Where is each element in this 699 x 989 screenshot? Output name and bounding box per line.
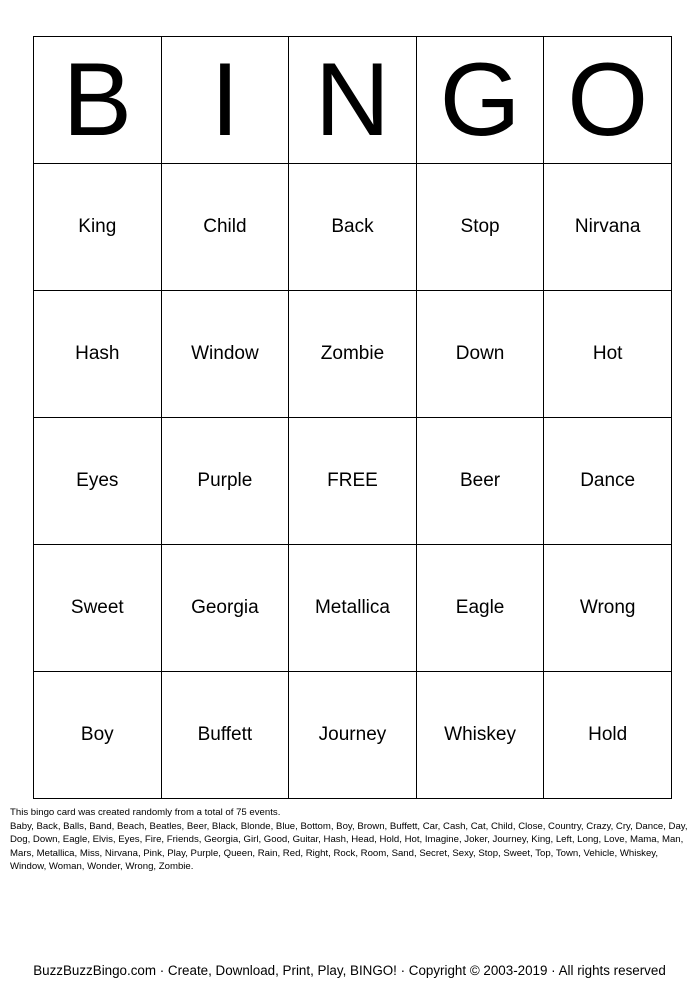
- bingo-cell: Journey: [289, 672, 417, 799]
- bingo-cell: King: [34, 164, 162, 291]
- bingo-cell: Wrong: [544, 545, 672, 672]
- bingo-card: [33, 36, 672, 799]
- bingo-cell: Eagle: [416, 545, 544, 672]
- bingo-cell: Hash: [34, 291, 162, 418]
- bingo-cell: Eyes: [34, 418, 162, 545]
- bingo-row: [34, 672, 672, 799]
- bingo-cell: Metallica: [289, 545, 417, 672]
- bingo-cell: Purple: [161, 418, 289, 545]
- bingo-cell: Stop: [416, 164, 544, 291]
- bingo-row: [34, 545, 672, 672]
- bingo-header-row: [34, 37, 672, 164]
- bingo-cell: Nirvana: [544, 164, 672, 291]
- info-event-list: Baby, Back, Balls, Band, Beach, Beatles, Beer, Black, Blonde, Blue, Bottom, Boy, Brown, Buffett, Car, Cash, Cat, Child, Close, Country, Crazy, Cry, Dance, Day, Dog, Down, Eagle, Elvis, Eyes, Fire, Friends, Georgia, Girl, Good, Guitar, Hash, Head, Hold, Hot, Imagine, Joker, Journey, King, Left, Long, Love, Mama, Man, Mars, Metallica, Miss, Nirvana, Pink, Play, Purple, Queen, Rain, Red, Right, Rock, Room, Sand, Secret, Sexy, Stop, Sweet, Top, Town, Vehicle, Whiskey, Window, Woman, Wonder, Wrong, Zombie.: [10, 820, 688, 873]
- free-space-cell: FREE: [289, 418, 417, 545]
- bingo-row: [34, 418, 672, 545]
- bingo-row: [34, 291, 672, 418]
- bingo-cell: Sweet: [34, 545, 162, 672]
- footer-copyright: BuzzBuzzBingo.com · Create, Download, Print, Play, BINGO! · Copyright © 2003-2019 · All rights reserved: [33, 963, 666, 978]
- bingo-cell: Whiskey: [416, 672, 544, 799]
- header-letter-n: N: [289, 37, 417, 164]
- bingo-cell: Boy: [34, 672, 162, 799]
- info-intro: This bingo card was created randomly from a total of 75 events.: [10, 807, 281, 818]
- bingo-cell: Dance: [544, 418, 672, 545]
- header-letter-i: I: [161, 37, 289, 164]
- bingo-cell: Zombie: [289, 291, 417, 418]
- bingo-row: [34, 164, 672, 291]
- bingo-cell: Window: [161, 291, 289, 418]
- bingo-cell: Back: [289, 164, 417, 291]
- header-letter-o: O: [544, 37, 672, 164]
- bingo-cell: Hold: [544, 672, 672, 799]
- bingo-cell: Buffett: [161, 672, 289, 799]
- bingo-cell: Child: [161, 164, 289, 291]
- bingo-cell: Georgia: [161, 545, 289, 672]
- bingo-cell: Hot: [544, 291, 672, 418]
- bingo-cell: Beer: [416, 418, 544, 545]
- card-info: [10, 806, 692, 874]
- header-letter-b: B: [34, 37, 162, 164]
- header-letter-g: G: [416, 37, 544, 164]
- bingo-cell: Down: [416, 291, 544, 418]
